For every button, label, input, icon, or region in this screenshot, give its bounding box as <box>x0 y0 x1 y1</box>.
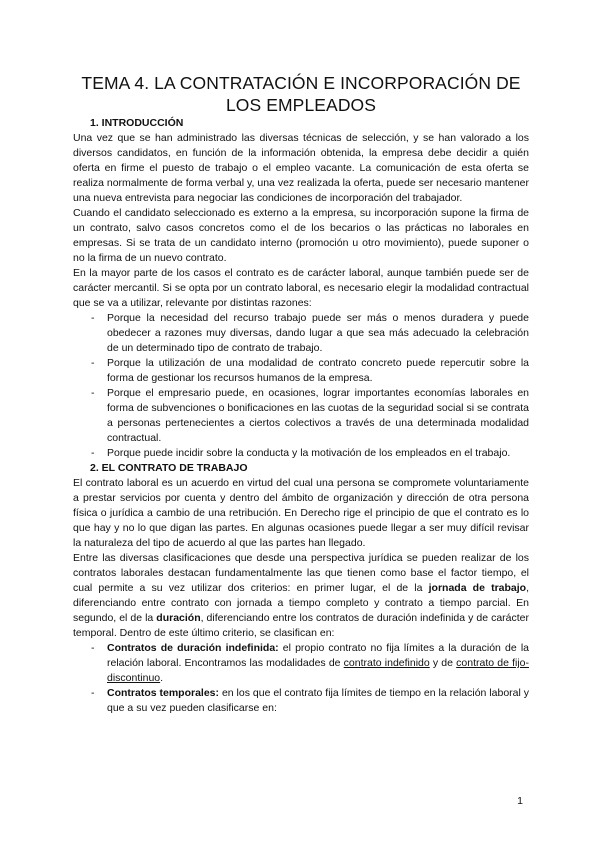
text-run: en los que el contrato fija límites de tiempo en la relación laboral y que a su vez pueden clasificarse en: <box>107 687 529 714</box>
paragraph <box>73 551 529 641</box>
text-run: , diferenciando entre los contratos de duración indefinida y de carácter temporal. Dentro de este último criterio, se clasifican en: <box>73 612 529 639</box>
text-run: el propio contrato no fija límites a la duración de la relación laboral. Encontramos las modalidades de <box>107 642 529 669</box>
document-title: TEMA 4. LA CONTRATACIÓN E INCORPORACIÓN DE LOS EMPLEADOS <box>81 73 521 115</box>
bold-term: Contratos temporales: <box>107 687 220 699</box>
bold-term: Contratos de duración indefinida: <box>107 642 279 654</box>
paragraph: El contrato laboral es un acuerdo en virtud del cual una persona se compromete voluntariamente a prestar servicios por cuenta y dentro del ámbito de organización y dirección de otra persona física o jurídica a cambio de una retribución. En Derecho rige el principio de que el contrato es lo que hay y no lo que digan las partes. En algunas ocasiones puede llegar a ser muy difícil revisar la naturaleza del tipo de acuerdo al que las partes han llegado. <box>73 477 529 549</box>
underlined-term: contrato de fijo-discontinuo <box>107 657 530 684</box>
list-item <box>73 686 529 716</box>
contract-types-list <box>73 641 529 716</box>
list-item: - Porque la necesidad del recurso trabajo puede ser más o menos duradera y puede obedecer a razones muy diversas, dando lugar a que sea más adecuado la celebración de un determinado tipo de contrato de trabajo. <box>73 311 529 356</box>
list-item: - Porque el empresario puede, en ocasiones, lograr importantes economías laborales en forma de subvenciones o bonificaciones en las cuotas de la seguridad social si se contrata a personas pertenecientes a ciertos colectivos a través de una determinada modalidad contractual. <box>73 386 529 446</box>
paragraph: En la mayor parte de los casos el contrato es de carácter laboral, aunque también puede ser de carácter mercantil. Si se opta por un contrato laboral, es necesario elegir la modalidad contractual que se va a utilizar, relevante por distintas razones: <box>73 267 529 309</box>
text-run: , diferenciando entre contrato con jornada a tiempo completo y contrato a tiempo parcial. En segundo, el de la <box>73 582 529 624</box>
bold-term: duración <box>156 612 201 624</box>
section-heading-introduccion: 1. INTRODUCCIÓN <box>90 117 184 129</box>
list-item: - Porque puede incidir sobre la conducta y la motivación de los empleados en el trabajo. <box>73 446 529 461</box>
bold-term: jornada de trabajo <box>428 582 527 594</box>
reasons-list <box>73 311 529 461</box>
text-run: Entre las diversas clasificaciones que desde una perspectiva jurídica se pueden realizar de los contratos laborales destacan fundamentalmente las que tienen como base el factor tiempo, el cual permite a su vez utilizar dos criterios: en primer lugar, el de la <box>73 552 529 594</box>
paragraph: Cuando el candidato seleccionado es externo a la empresa, su incorporación supone la firma de un contrato, salvo casos concretos como el de los becarios o las prácticas no laborales en empresas. Si se trata de un candidato interno (promoción u otro movimiento), puede suponer o no la firma de un nuevo contrato. <box>73 207 529 264</box>
document-page <box>73 72 529 716</box>
section-heading-contrato: 2. EL CONTRATO DE TRABAJO <box>90 462 248 474</box>
underlined-term: contrato indefinido <box>343 657 430 669</box>
text-run: . <box>160 672 164 684</box>
list-item <box>73 641 529 686</box>
paragraph: Una vez que se han administrado las diversas técnicas de selección, y se han valorado a los diversos candidatos, en función de la información obtenida, la empresa debe decidir a quién oferta en firme el puesto de trabajo o el empleo vacante. La comunicación de esta oferta se realiza normalmente de forma verbal y, una vez realizada la oferta, puede ser necesario mantener una nueva entrevista para negociar las condiciones de incorporación del trabajador. <box>73 132 529 204</box>
list-item: - Porque la utilización de una modalidad de contrato concreto puede repercutir sobre la forma de gestionar los recursos humanos de la empresa. <box>73 356 529 386</box>
page-number: 1 <box>517 795 523 807</box>
text-run: y de <box>429 657 457 669</box>
